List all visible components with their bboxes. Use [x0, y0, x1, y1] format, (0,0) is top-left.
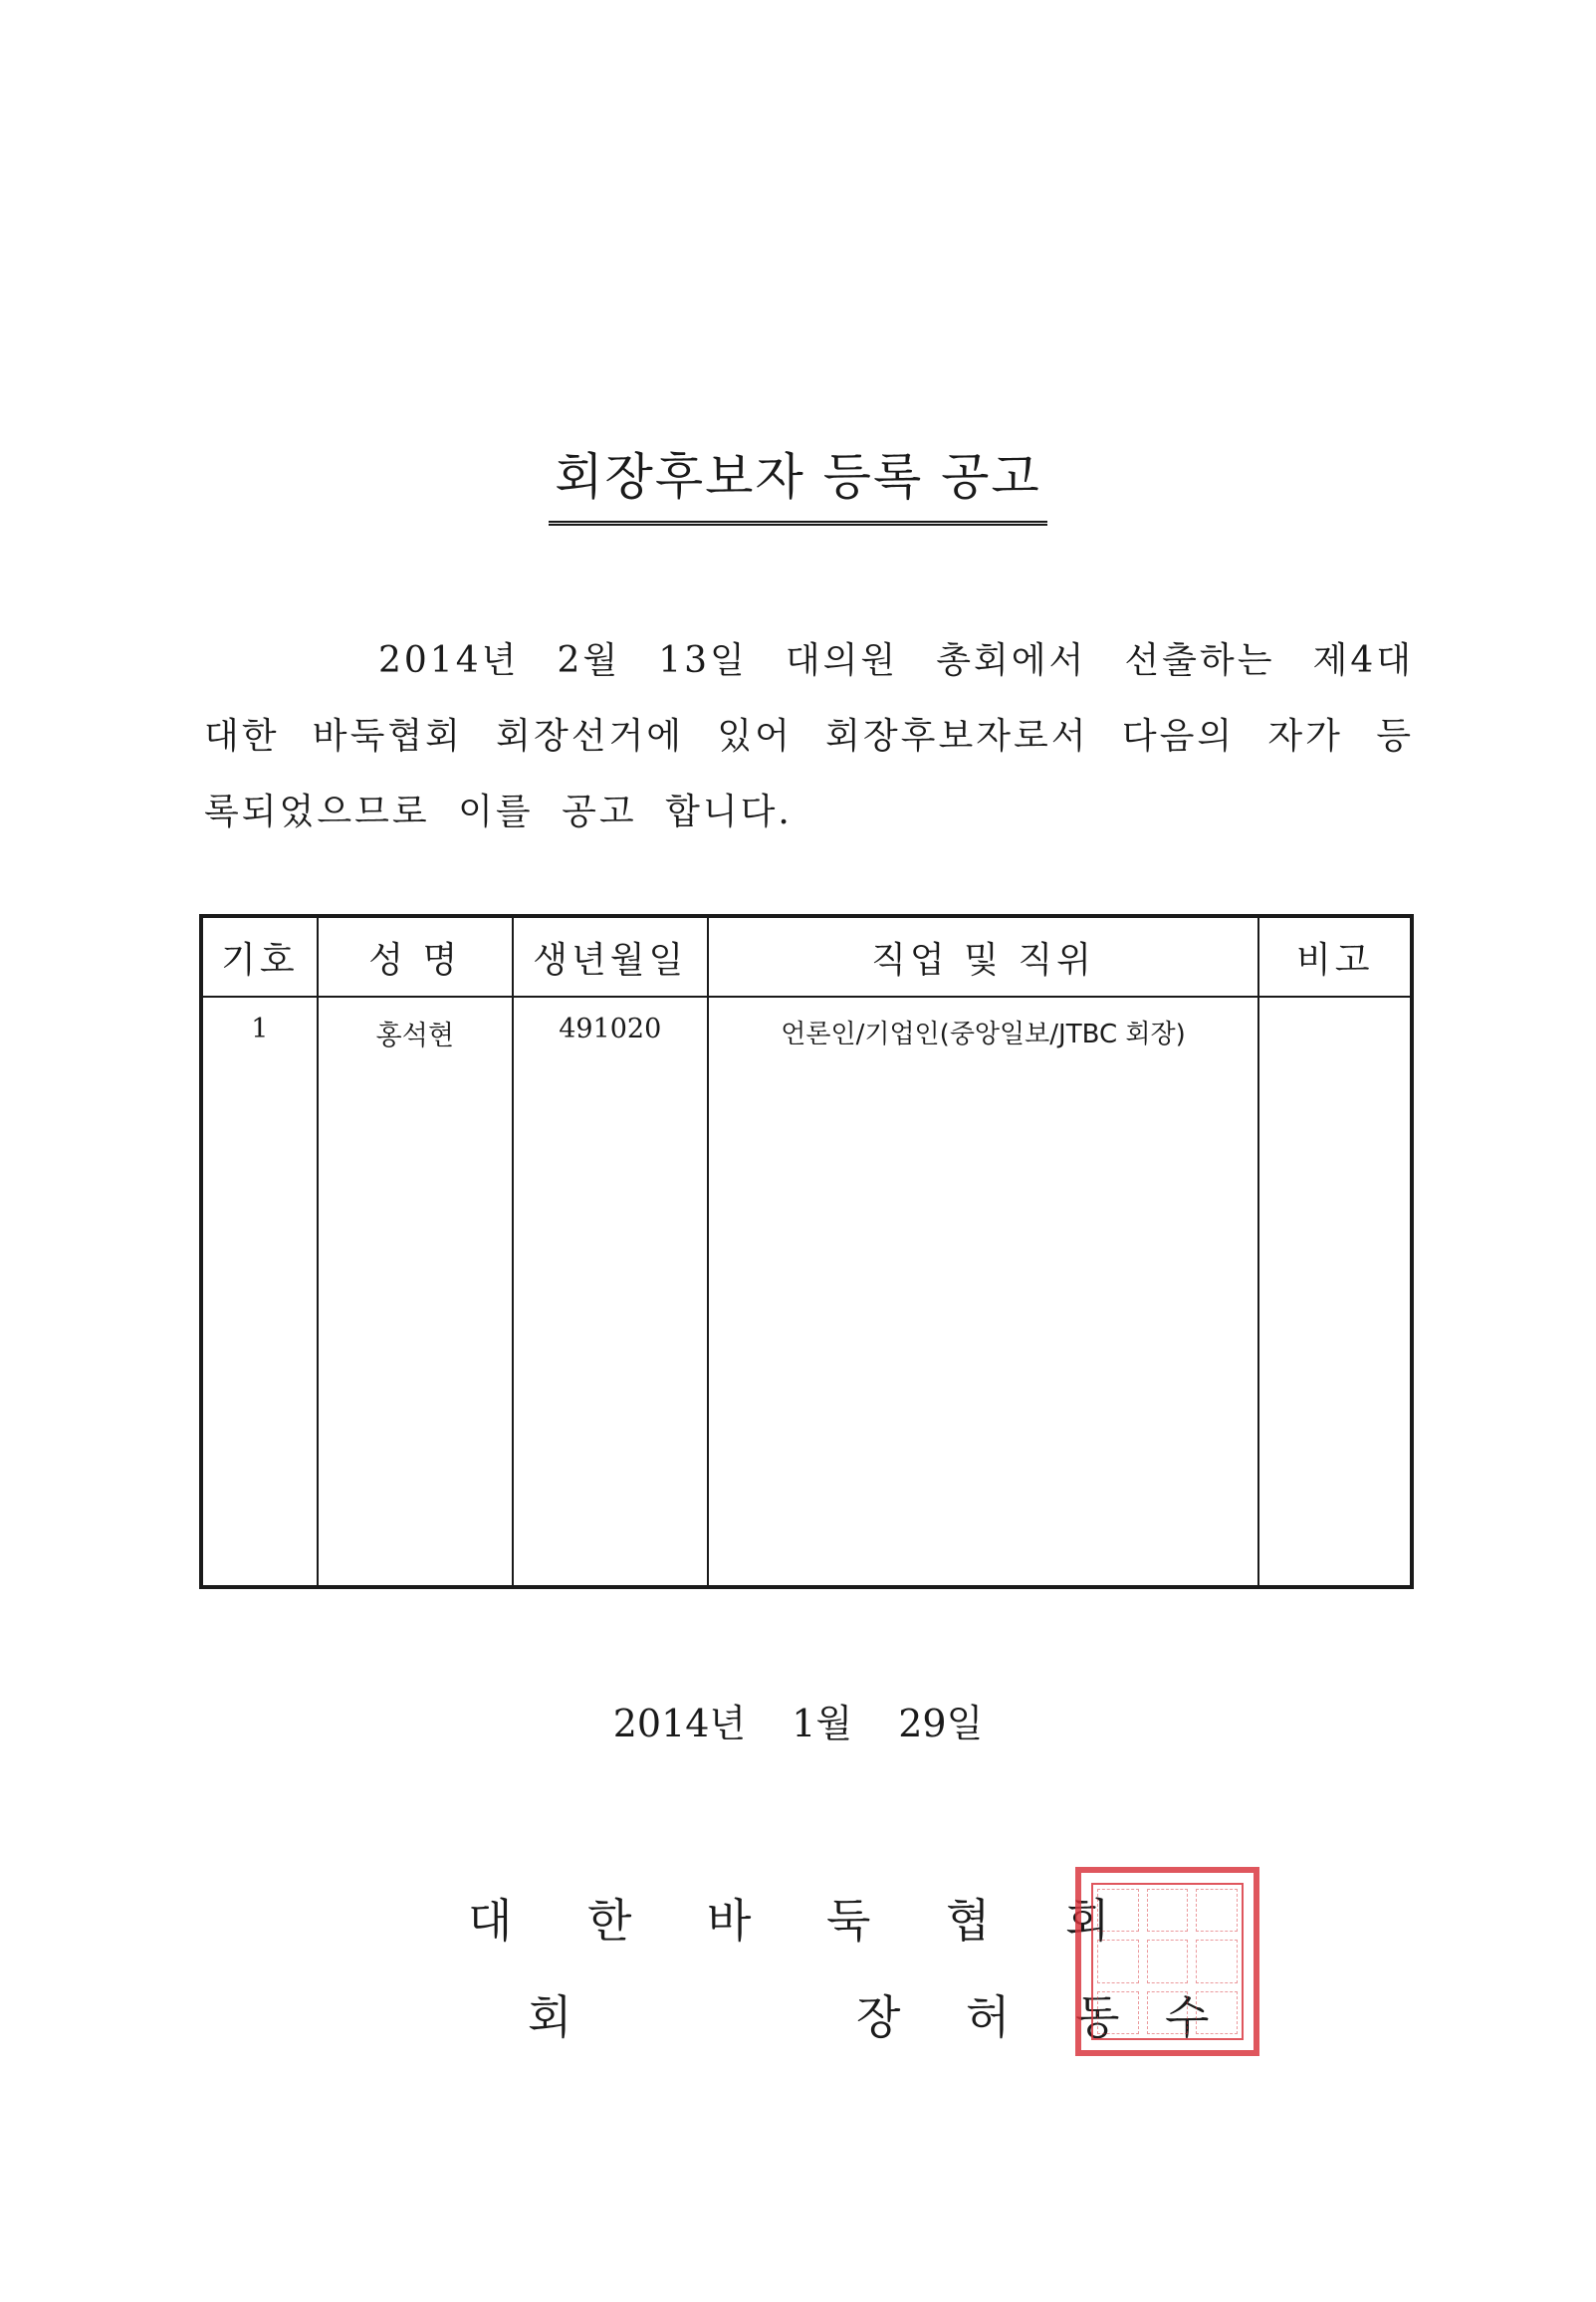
- cell-number: 1: [201, 997, 318, 1587]
- header-birthdate: 생년월일: [513, 916, 708, 997]
- page-title: 회장후보자 등록 공고: [549, 437, 1047, 526]
- signature-name-char: 동: [1075, 1990, 1120, 2044]
- header-remarks: 비고: [1258, 916, 1412, 997]
- org-char: 한: [587, 1894, 632, 1948]
- issue-day: 29일: [898, 1702, 984, 1745]
- org-char: 둑: [826, 1894, 871, 1948]
- issue-date: [0, 1693, 1596, 1747]
- official-seal: [1075, 1867, 1259, 2056]
- signature-title-char: 장: [856, 1990, 901, 2044]
- header-name: 성 명: [318, 916, 513, 997]
- issue-month: 1월: [792, 1702, 853, 1745]
- org-char: 회: [1065, 1894, 1110, 1948]
- org-char: 바: [707, 1894, 752, 1948]
- announcement-body: 2014년 2월 13일 대의원 총회에서 선출하는 제4대 대한 바둑협회 회장선거에 있어 회장후보자로서 다음의 자가 등록되었으므로 이를 공고 합니다.: [204, 640, 1414, 832]
- signature-spacer: [637, 1981, 856, 2047]
- candidates-table: [199, 914, 1414, 1589]
- signature-name-char: 수: [1165, 1990, 1210, 2044]
- org-char: 협: [946, 1894, 991, 1948]
- org-char: 대: [468, 1894, 513, 1948]
- cell-remarks: [1258, 997, 1412, 1587]
- title-block: [0, 403, 1596, 559]
- table-row: [201, 997, 1412, 1587]
- signature-name-char: 허: [966, 1990, 1011, 2044]
- cell-birthdate: 491020: [513, 997, 708, 1587]
- header-occupation: 직업 및 직위: [708, 916, 1259, 997]
- cell-occupation: 언론인/기업인(중앙일보/JTBC 회장): [708, 997, 1259, 1587]
- signature-title-char: 회: [528, 1990, 572, 2044]
- seal-pattern: [1091, 1883, 1244, 2040]
- cell-name: 홍석현: [318, 997, 513, 1587]
- table-header-row: [201, 916, 1412, 997]
- header-number: 기호: [201, 916, 318, 997]
- issue-year: 2014년: [612, 1702, 747, 1745]
